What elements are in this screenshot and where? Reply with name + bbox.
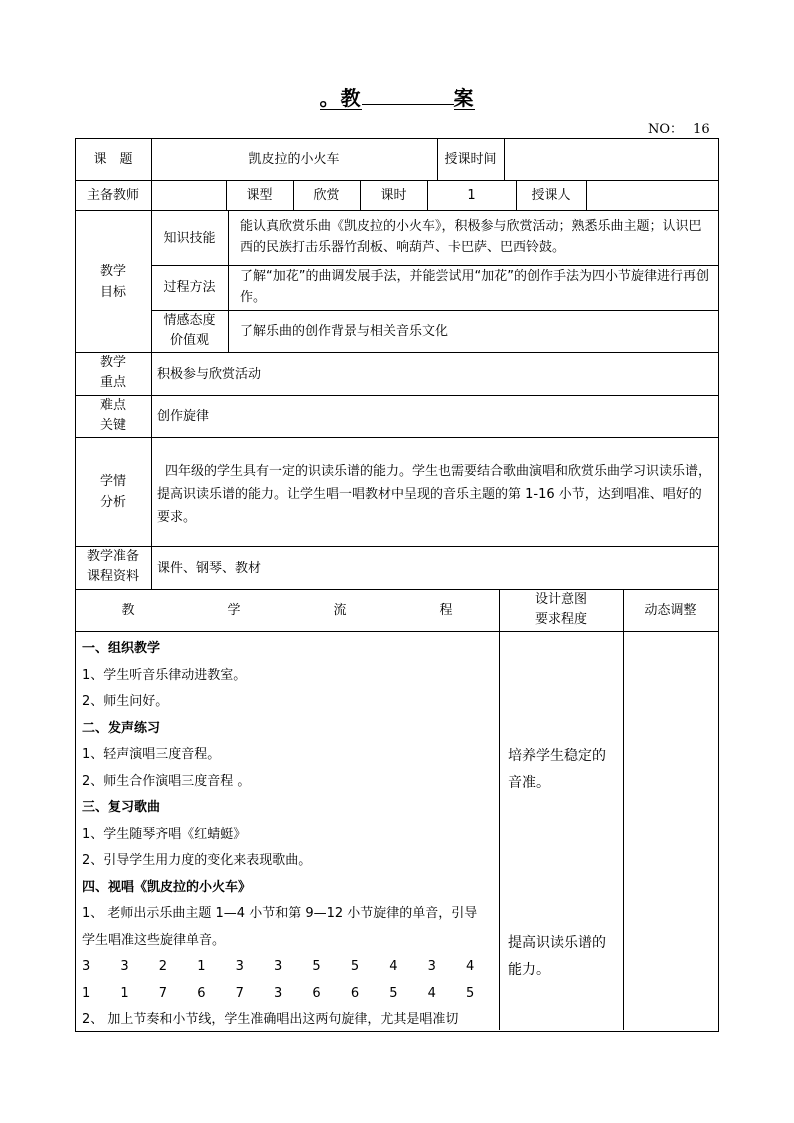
hours-value: 1 <box>467 188 476 203</box>
type-label: 课型 <box>246 188 273 203</box>
design-note: 提高识读乐谱的 能力。 <box>508 935 606 978</box>
lecturer-label: 授课人 <box>531 188 571 203</box>
process-line: 2、引导学生用力度的变化来表现歌曲。 <box>82 853 312 868</box>
process-line: 2、师生问好。 <box>82 694 169 709</box>
process-line: 1、 老师出示乐曲主题 1—4 小节和第 9—12 小节旋律的单音，引导 <box>82 906 478 921</box>
goal-knowledge-text: 能认真欣赏乐曲《凯皮拉的小火车》，积极参与欣赏活动；熟悉乐曲主题；认识巴西的民族打击乐器竹刮板、响葫芦、卡巴萨、巴西铃鼓。 <box>240 219 702 255</box>
process-section-heading: 一、组织教学 <box>82 641 161 656</box>
type-value: 欣赏 <box>313 188 340 203</box>
goal-process-text: 了解“加花”的曲调发展手法，并能尝试用“加花”的创作手法为四小节旋律进行再创作。 <box>240 269 709 305</box>
teacher-label: 主备教师 <box>86 188 139 203</box>
course-name: 凯皮拉的小火车 <box>248 152 340 167</box>
process-list <box>82 636 496 1034</box>
key-label: 教学 重点 <box>99 355 126 390</box>
title-left: 。教 <box>319 86 362 110</box>
document-number: NO： 16 <box>648 122 710 137</box>
difficulty-text: 创作旋律 <box>157 409 210 424</box>
analysis-label: 学情 分析 <box>99 474 126 510</box>
title-right: 案 <box>453 86 475 110</box>
process-line: 3 3 2 1 3 3 5 5 4 3 4 <box>82 959 488 974</box>
process-line: 2、 加上节奏和小节线，学生准确唱出这两句旋律，尤其是唱准切 <box>82 1012 459 1027</box>
course-label: 课 题 <box>93 152 133 167</box>
process-section-heading: 四、视唱《凯皮拉的小火车》 <box>82 879 252 895</box>
process-line: 1、轻声演唱三度音程。 <box>82 747 221 762</box>
prep-label: 教学准备 课程资料 <box>86 549 139 584</box>
process-section-heading: 二、发声练习 <box>82 720 161 736</box>
key-text: 积极参与欣赏活动 <box>157 367 262 382</box>
hours-label: 课时 <box>380 188 407 203</box>
process-line: 学生唱准这些旋律单音。 <box>82 932 226 948</box>
goal-knowledge-label: 知识技能 <box>163 231 216 246</box>
analysis-text: 四年级的学生具有一定的识读乐谱的能力。学生也需要结合歌曲演唱和欣赏乐曲学习识读乐谱，提高识读乐谱的能力。让学生唱一唱教材中呈现的音乐主题的第 1-16 小节，达到唱准、唱好的要求。 <box>157 464 712 525</box>
goal-attitude-text: 了解乐曲的创作背景与相关音乐文化 <box>240 324 449 339</box>
process-line: 1、学生听音乐律动进教室。 <box>82 667 247 683</box>
lesson-time-label: 授课时间 <box>444 152 497 167</box>
process-section-heading: 三、复习歌曲 <box>82 800 161 815</box>
process-header: 教 学 流 程 <box>121 603 453 618</box>
difficulty-label: 难点 关键 <box>99 398 126 433</box>
goal-process-label: 过程方法 <box>163 280 216 295</box>
process-line: 2、师生合作演唱三度音程 。 <box>82 773 251 789</box>
design-note: 培养学生稳定的 音准。 <box>508 748 606 791</box>
goals-label: 教学 目标 <box>99 264 126 300</box>
goal-attitude-label: 情感态度 价值观 <box>163 313 216 348</box>
process-line: 1、学生随琴齐唱《红蜻蜓》 <box>82 826 247 842</box>
document-title <box>0 86 794 110</box>
process-line: 1 1 7 6 7 3 6 6 5 4 5 <box>82 985 488 1001</box>
adjustment-header: 动态调整 <box>644 603 697 618</box>
prep-text: 课件、钢琴、教材 <box>157 561 262 576</box>
design-intent-header: 设计意图 要求程度 <box>534 592 587 627</box>
